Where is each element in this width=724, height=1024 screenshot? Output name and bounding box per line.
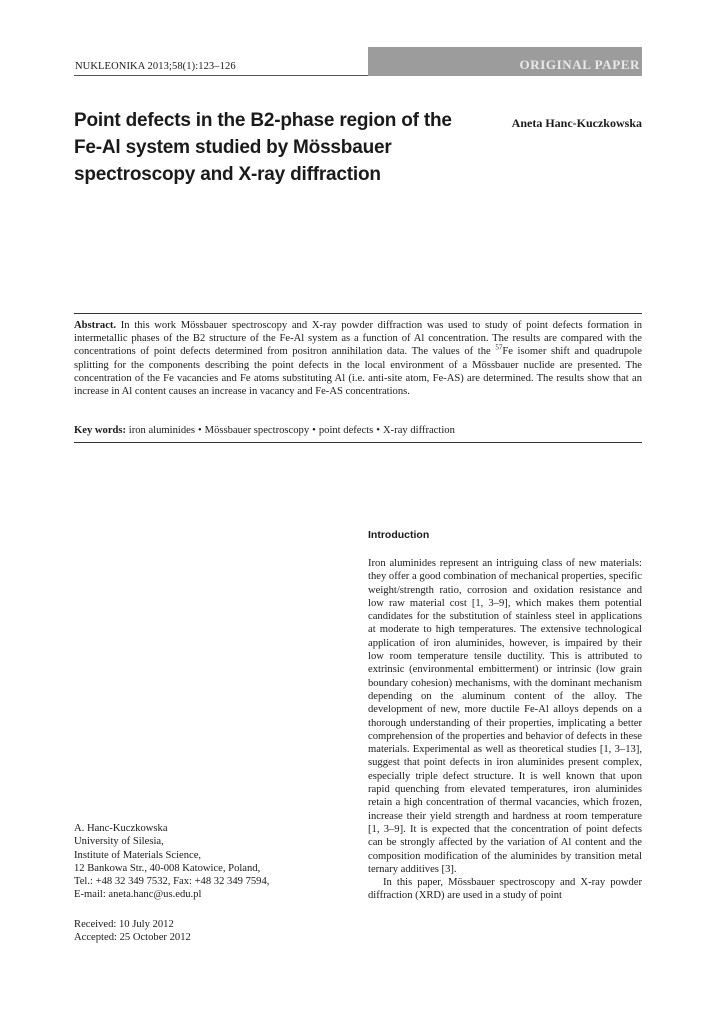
keyword: X-ray diffraction <box>383 425 455 436</box>
keywords-label: Key words: <box>74 425 127 436</box>
keyword-separator: • <box>312 425 316 436</box>
publication-dates <box>74 918 334 945</box>
abstract-top-rule <box>74 313 642 314</box>
affiliation-phone-fax: Tel.: +48 32 349 7532, Fax: +48 32 349 7594, <box>74 876 270 888</box>
received-date: Received: 10 July 2012 <box>74 919 174 930</box>
affiliation-institute: Institute of Materials Science, <box>74 849 202 861</box>
introduction-heading: Introduction <box>368 529 430 541</box>
section-label-box <box>368 47 642 76</box>
paper-title: Point defects in the B2-phase region of the Fe-Al system studied by Mössbauer spectroscopy and X-ray diffraction <box>74 110 452 185</box>
isotope-superscript: 57 <box>495 343 503 352</box>
header-rule <box>74 75 368 76</box>
keyword-separator: • <box>197 425 202 436</box>
keyword: iron aluminides <box>128 425 195 436</box>
abstract-text-2: Fe isomer shift and quadrupole splitting for the components describing the point defects in the local environment of a Mössbauer nuclide are presented. The concentration of the Fe vacancies and Fe atoms substituting Al (i.e. anti-site atom, Fe-AS) are determined. The results show that an increase in Al content causes an increase in vacancy and Fe-AS concentrations. <box>74 346 642 398</box>
accepted-date: Accepted: 25 October 2012 <box>74 932 191 944</box>
abstract-text-1: In this work Mössbauer spectroscopy and X-ray powder diffraction was used to study of point defects formation in intermetallic phases of the B2 structure of the Fe-Al system as a function of Al concentration. The results are compared with the concentrations of point defects determined from positron annihilation data. The values of the <box>74 320 642 358</box>
abstract-label: Abstract. <box>74 320 117 331</box>
intro-paragraph: Iron aluminides represent an intriguing class of new materials: they offer a good combination of mechanical properties, specific weight/strength ratio, corrosion and oxidation resistance and low raw material cost [1, 3–9], which makes them potential candidates for the substitution of stainless steel in applications at moderate to high temperatures. The extensive technological application of iron aluminides, however, is impaired by their low room temperature tensile ductility. This is attributed to extrinsic (environmental embitterment) or intrinsic (low grain boundary cohesion) mechanisms, with the dominant mechanism depending on the aluminum content of the alloy. The development of new, more ductile Fe-Al alloys depends on a thorough understanding of their properties, implicating a better comprehension of the properties and behavior of defects in these materials. Experimental as well as theoretical studies [1, 3–13], suggest that point defects in iron aluminides present complex, especially triple defect structure. It is well known that upon rapid quenching from elevated temperatures, iron aluminides retain a high concentration of thermal vacancies, which frozen, increase their yield strength and hardness at room temperature [1, 3–9]. It is expected that the concentration of point defects can be strongly affected by the variation of Al content and the composition modification of the aluminides by transition metal ternary additives [3]. <box>368 558 642 875</box>
intro-paragraph: In this paper, Mössbauer spectroscopy and X-ray powder diffraction (XRD) are used in a study of point <box>368 877 642 902</box>
keyword: point defects <box>318 425 374 436</box>
author-affiliation <box>74 822 334 902</box>
keyword-separator: • <box>376 425 380 436</box>
journal-citation: NUKLEONIKA 2013;58(1):123–126 <box>75 61 236 72</box>
affiliation-address: 12 Bankowa Str., 40-008 Katowice, Poland, <box>74 862 261 874</box>
abstract <box>74 319 642 398</box>
affiliation-name: A. Hanc-Kuczkowska <box>74 823 168 834</box>
keywords-bottom-rule <box>74 442 642 443</box>
section-label: ORIGINAL PAPER <box>519 57 640 72</box>
keywords <box>74 424 642 437</box>
introduction-body <box>368 557 642 903</box>
keyword: Mössbauer spectroscopy <box>204 425 310 436</box>
affiliation-email: E-mail: aneta.hanc@us.edu.pl <box>74 889 202 901</box>
affiliation-university: University of Silesia, <box>74 836 164 848</box>
author-name: Aneta Hanc-Kuczkowska <box>511 116 642 130</box>
